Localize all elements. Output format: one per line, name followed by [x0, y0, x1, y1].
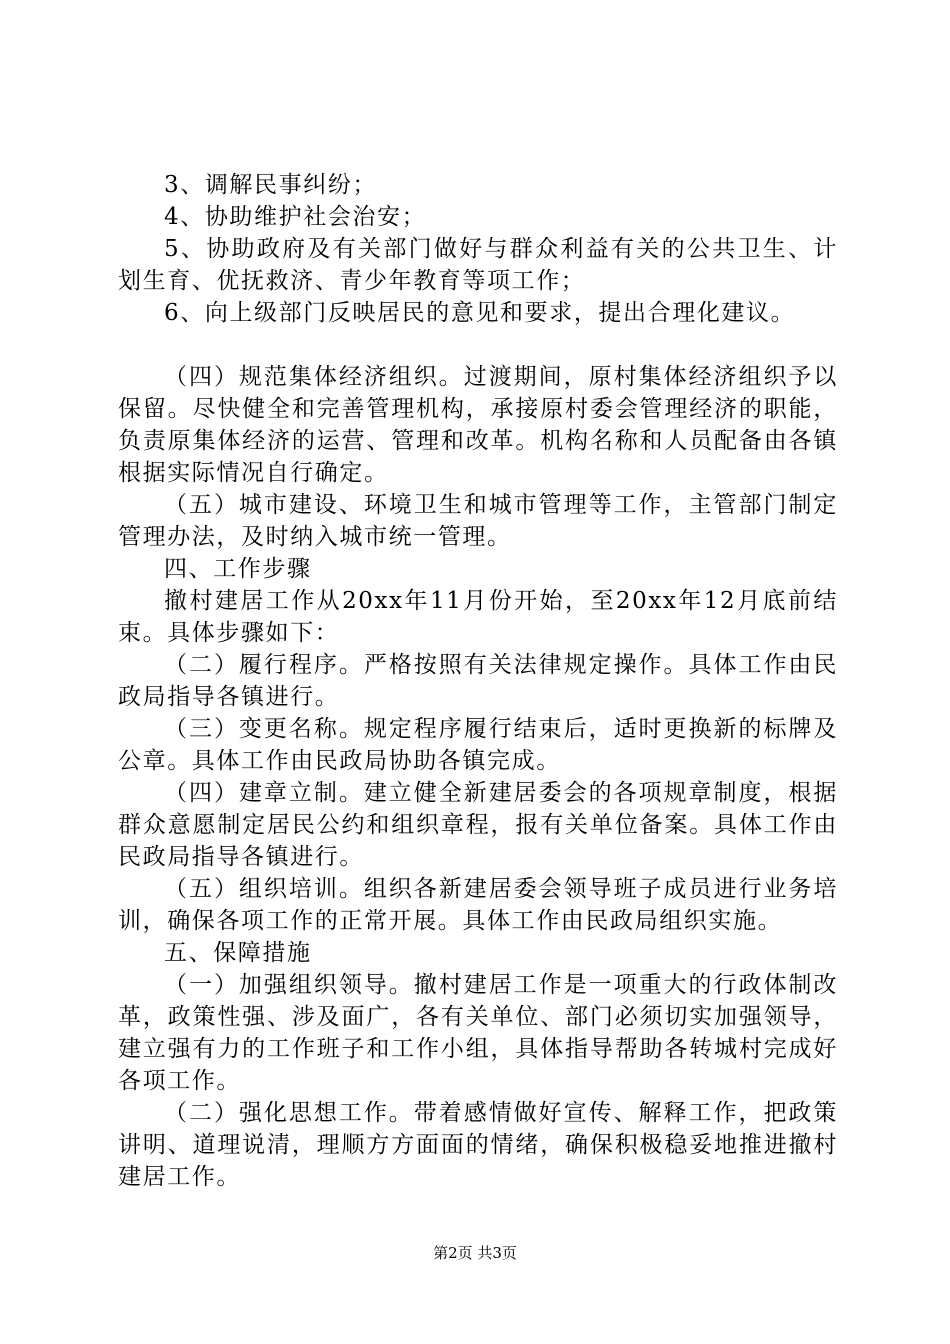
- paragraph-ideological-work: （二）强化思想工作。带着感情做好宣传、解释工作，把政策讲明、道理说清，理顺方方面面的情绪，确保积极稳妥地推进撤村建居工作。: [118, 1100, 838, 1190]
- paragraph-leadership: （一）加强组织领导。撤村建居工作是一项重大的行政体制改革，政策性强、涉及面广，各有关单位、部门必须切实加强领导，建立强有力的工作班子和工作小组，具体指导帮助各转城村完成好各项工作。: [118, 972, 838, 1094]
- section-heading-safeguards: 五、保障措施: [164, 940, 312, 966]
- list-item-report-opinions: 6、向上级部门反映居民的意见和要求，提出合理化建议。: [164, 300, 796, 326]
- section-heading-work-steps: 四、工作步骤: [164, 556, 312, 582]
- paragraph-timeline: 撤村建居工作从20xx年11月份开始，至20xx年12月底前结束。具体步骤如下：: [118, 588, 838, 646]
- paragraph-rename: （三）变更名称。规定程序履行结束后，适时更换新的标牌及公章。具体工作由民政局协助各镇完成。: [118, 716, 838, 774]
- list-item-mediate-disputes: 3、调解民事纠纷；: [164, 172, 378, 198]
- paragraph-training: （五）组织培训。组织各新建居委会领导班子成员进行业务培训，确保各项工作的正常开展。具体工作由民政局组织实施。: [118, 876, 838, 934]
- paragraph-collective-economy: （四）规范集体经济组织。过渡期间，原村集体经济组织予以保留。尽快健全和完善管理机构，承接原村委会管理经济的职能，负责原集体经济的运营、管理和改革。机构名称和人员配备由各镇根据实际情况自行确定。: [118, 364, 838, 486]
- document-body: [118, 169, 838, 1193]
- list-item-public-security: 4、协助维护社会治安；: [164, 204, 427, 230]
- paragraph-city-management: （五）城市建设、环境卫生和城市管理等工作，主管部门制定管理办法，及时纳入城市统一管理。: [118, 492, 838, 550]
- paragraph-regulations: （四）建章立制。建立健全新建居委会的各项规章制度，根据群众意愿制定居民公约和组织章程，报有关单位备案。具体工作由民政局指导各镇进行。: [118, 780, 838, 870]
- paragraph-procedure: （二）履行程序。严格按照有关法律规定操作。具体工作由民政局指导各镇进行。: [118, 652, 838, 710]
- page-number: 第2页 共3页: [433, 1244, 517, 1262]
- list-item-assist-government: 5、协助政府及有关部门做好与群众利益有关的公共卫生、计划生育、优抚救济、青少年教育等项工作；: [118, 236, 838, 294]
